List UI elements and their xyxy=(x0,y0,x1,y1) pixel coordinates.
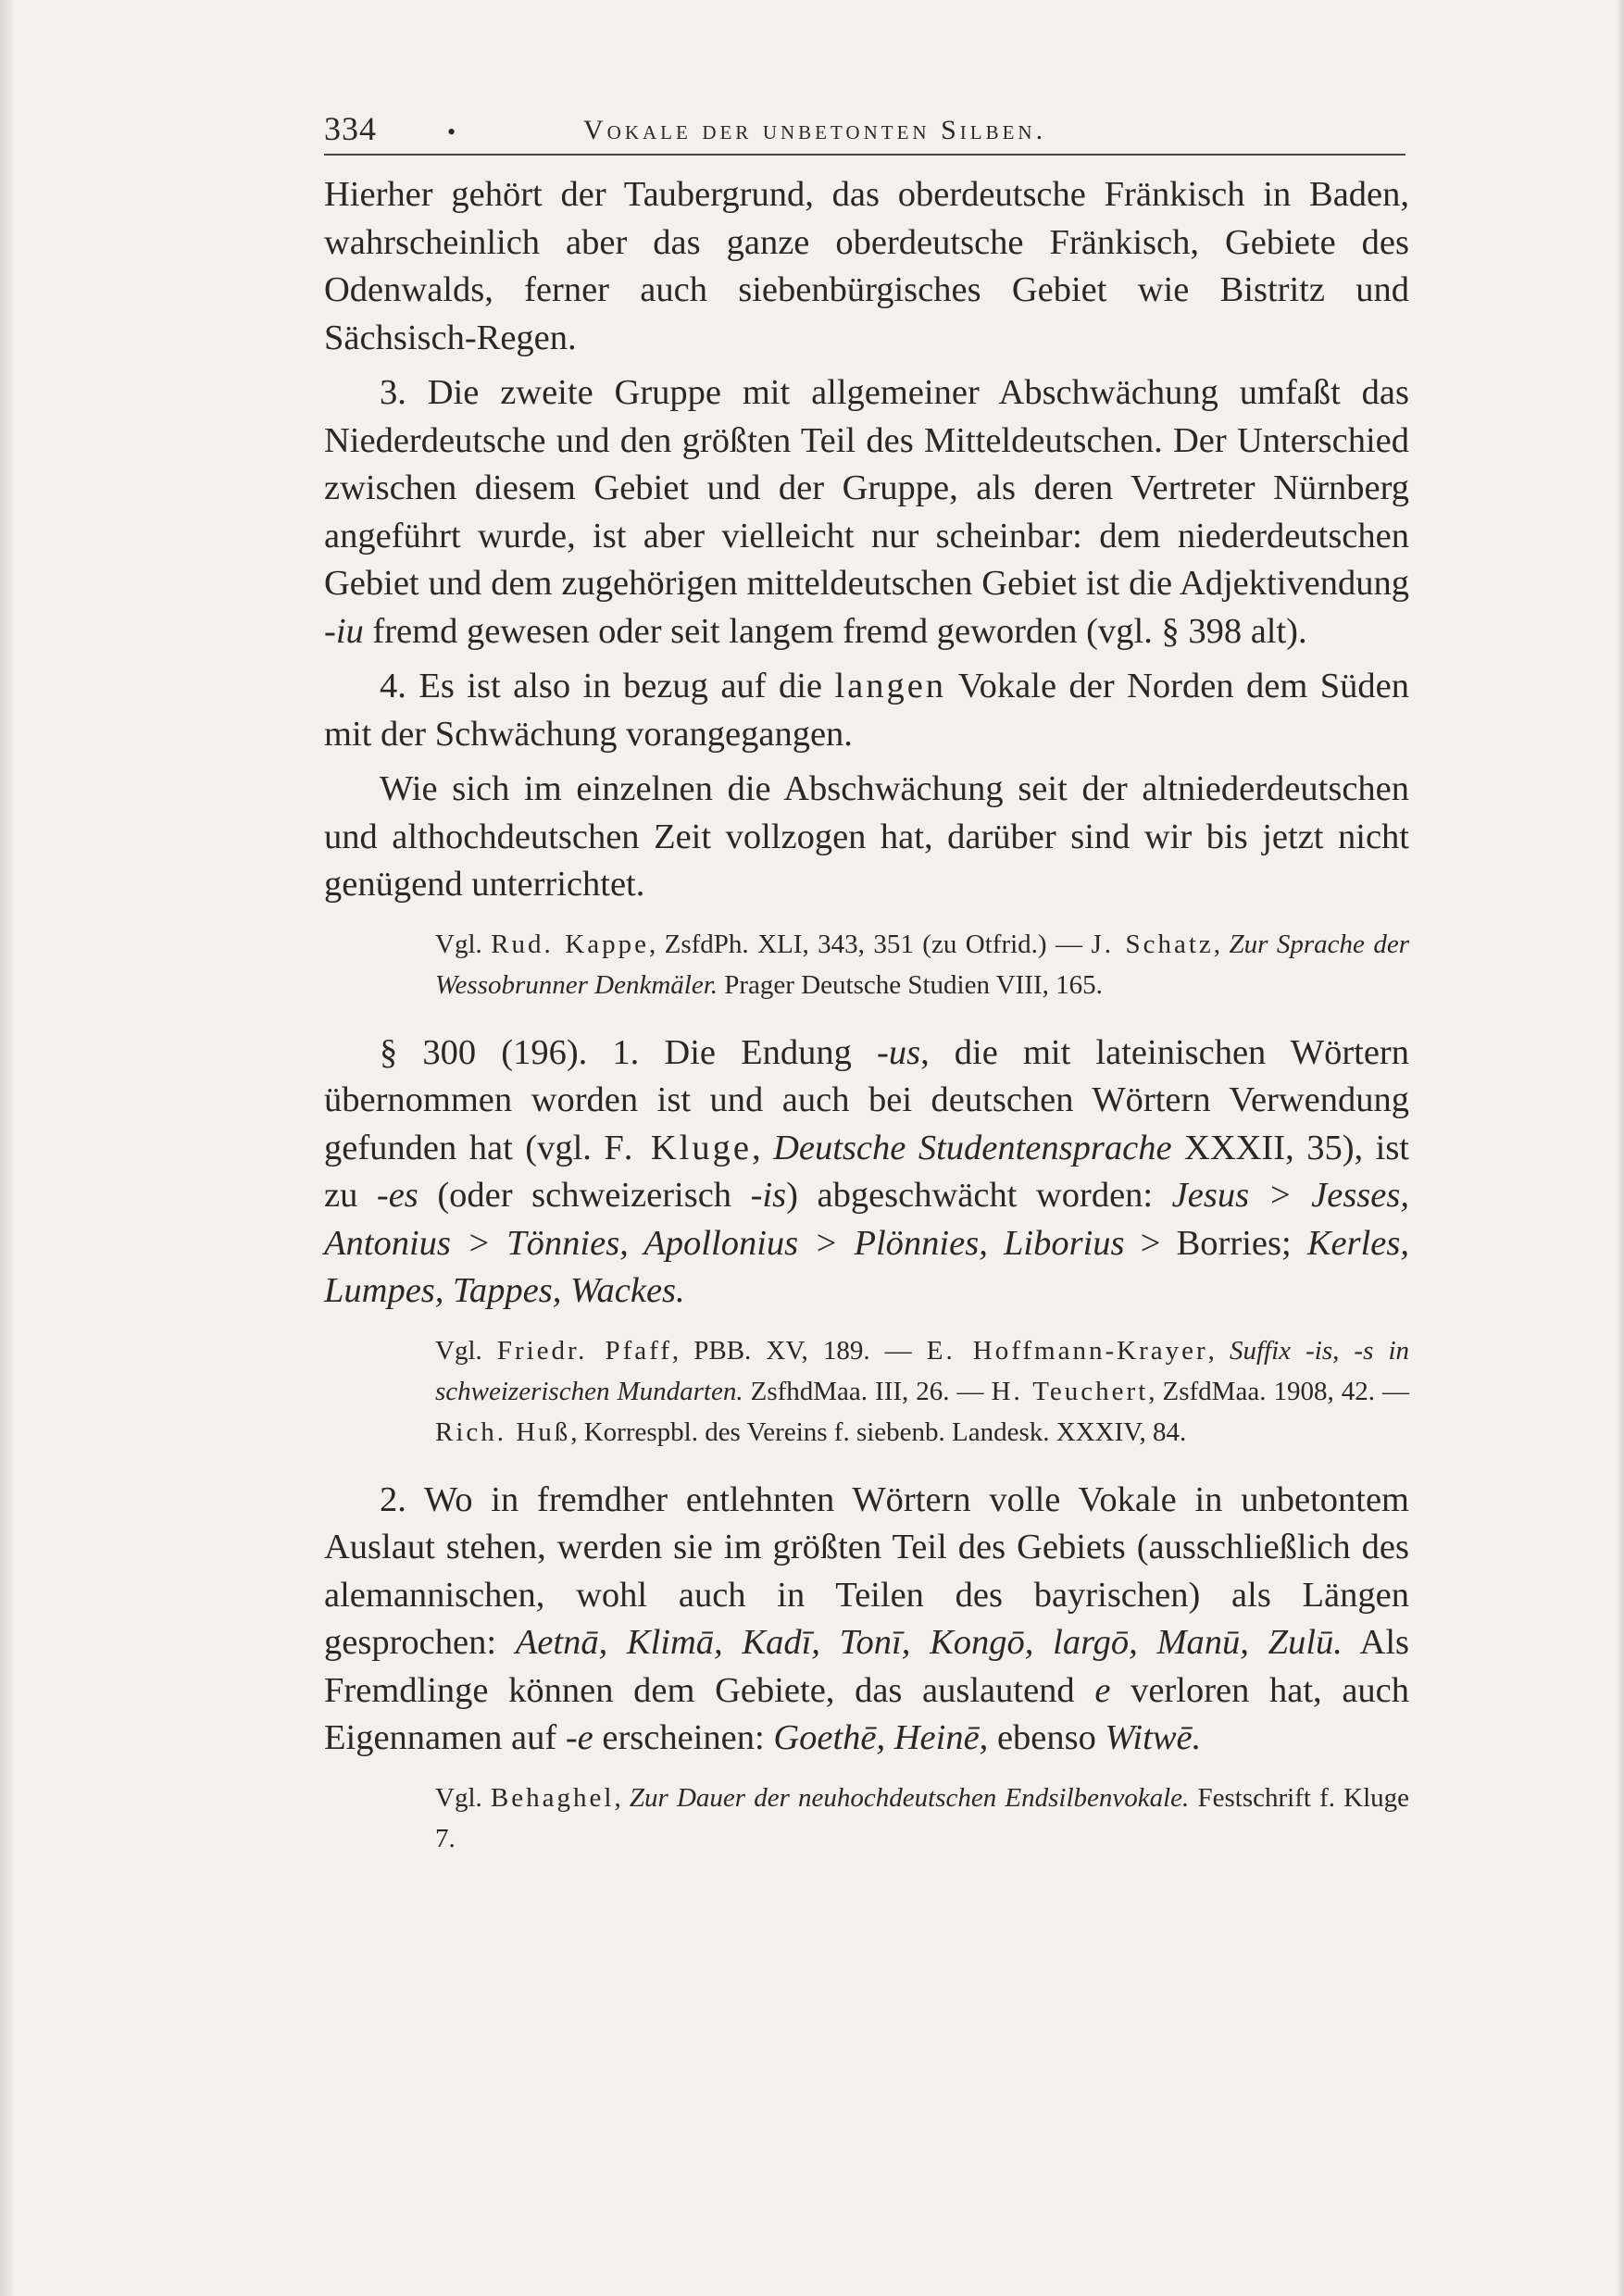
page-number: 334 xyxy=(324,110,377,147)
header-rule xyxy=(324,154,1405,156)
note-pfaff: Vgl. Friedr. Pfaff, PBB. XV, 189. — E. Hoffmann-Krayer, Suffix -is, -s in schweizerischen Mundarten. ZsfhdMaa. III, 26. — H. Teuchert, ZsfdMaa. 1908, 42. — Rich. Huß, Korrespbl. des Vereins f. siebenb. Landesk. XXXIV, 84. xyxy=(435,1335,1410,1447)
note-kappe: Vgl. Rud. Kappe, ZsfdPh. XLI, 343, 351 (zu Otfrid.) — J. Schatz, Zur Sprache der Wessobrunner Denkmäler. Prager Deutsche Studien VIII, 165. xyxy=(435,929,1409,1000)
note-behaghel: Vgl. Behaghel, Zur Dauer der neuhochdeutschen Endsilbenvokale. Festschrift f. Kluge 7. xyxy=(435,1782,1410,1853)
paragraph-3: 3. Die zweite Gruppe mit allgemeiner Abschwächung umfaßt das Niederdeutsche und den größten Teil des Mitteldeutschen. Der Unterschied zwischen diesem Gebiet und der Gruppe, als deren Vertreter Nürnberg angeführt wurde, ist aber vielleicht nur scheinbar: dem niederdeutschen Gebiet und dem zugehörigen mitteldeutschen Gebiet ist die Adjektivendung -iu fremd gewesen oder seit langem fremd geworden (vgl. § 398 alt). xyxy=(324,373,1409,651)
page-header xyxy=(324,100,1407,156)
page-left-edge xyxy=(0,0,13,2296)
paragraph-4: 4. Es ist also in bezug auf die langen Vokale der Norden dem Süden mit der Schwächung vorangegangen. xyxy=(324,667,1409,754)
paragraph-taubergrund: Hierher gehört der Taubergrund, das oberdeutsche Fränkisch in Baden, wahrscheinlich aber das ganze oberdeutsche Fränkisch, Gebiete des Odenwalds, ferner auch siebenbürgisches Gebiet wie Bistritz und Sächsisch-Regen. xyxy=(324,175,1409,357)
paragraph-abschwaechung: Wie sich im einzelnen die Abschwächung seit der altniederdeutschen und althochdeutschen Zeit vollzogen hat, darüber sind wir bis jetzt nicht genügend unterrichtet. xyxy=(324,769,1409,904)
paragraph-300: § 300 (196). 1. Die Endung -us, die mit lateinischen Wörtern übernommen worden ist und auch bei deutschen Wörtern Verwendung gefunden hat (vgl. F. Kluge, Deutsche Studentensprache XXXII, 35), ist zu -es (oder schweizerisch -is) abgeschwächt worden: Jesus > Jesses, Antonius > Tönnies, Apollonius > Plönnies, Liborius > Borries; Kerles, Lumpes, Tappes, Wackes. xyxy=(324,1032,1410,1310)
running-title: Vokale der unbetonten Silben. xyxy=(583,115,1047,145)
page-right-edge xyxy=(1617,0,1624,2296)
page-body xyxy=(324,171,1409,1859)
paragraph-2-fremdwoerter: 2. Wo in fremdher entlehnten Wörtern volle Vokale in unbetontem Auslaut stehen, werden sie im größten Teil des Gebiets (ausschließlich des alemannischen, wohl auch in Teilen des bayrischen) als Längen gesprochen: Aetnā, Klimā, Kadī, Tonī, Kongō, largō, Manū, Zulū. Als Fremdlinge können dem Gebiete, das auslautend e verloren hat, auch Eigennamen auf -e erscheinen: Goethē, Heinē, ebenso Witwē. xyxy=(324,1479,1410,1757)
header-mark: • xyxy=(447,119,456,145)
